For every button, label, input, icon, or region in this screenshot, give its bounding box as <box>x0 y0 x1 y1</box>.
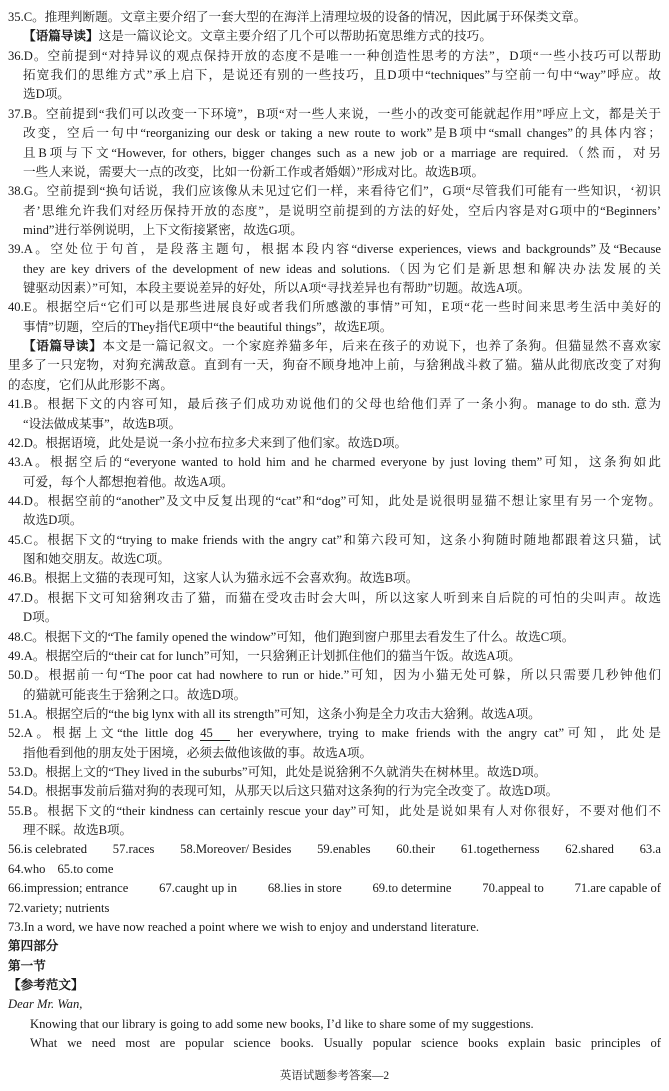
reading-guide-2-line: 里多了一只宠物，对狗充满敌意。直到有一天，狗奋不顾身地冲上前，与猞猁战斗救了猫。猫从此彻底改变了对狗 <box>8 358 661 373</box>
fill-in-answer: 70.appeal to <box>482 881 544 896</box>
answer-37-line: 改变，空后一句中“reorganizing our desk or taking a new route to work”是B项中“small changes”的具体内容； <box>23 126 661 141</box>
fill-in-answer: 69.to determine <box>372 881 452 896</box>
answer-37-line: 一些人来说，需要大一点的改变，比如一份新工作或者婚姻）”形成对比。故选B项。 <box>23 164 485 179</box>
answer-47-line: D项。 <box>23 610 58 625</box>
fill-in-answer: 58.Moreover/ Besides <box>180 842 292 857</box>
answer-40-line: 事情”切题，空后的They指代E项中“the beautiful things”，故选E项。 <box>23 319 393 334</box>
letter-paragraph: What we need most are popular science books. Usually popular science books explain basic principles of <box>30 1036 661 1051</box>
fill-in-answer: 66.impression; entrance <box>8 881 129 896</box>
answer-55-line: 55.B。根据下文的“their kindness can certainly rescue your day”可知，此处是说如果有人对你很好，不要对他们不 <box>8 803 661 818</box>
section-title: 第一节 <box>8 958 46 973</box>
reading-guide-label: 【语篇导读】 <box>23 339 103 354</box>
fill-in-answers-row <box>8 879 661 898</box>
answer-39-line: 键驱动因素）”可知，本段主要说差异的好处，所以A项“寻找差异也有帮助”切题。故选A项。 <box>23 281 531 296</box>
fill-in-answer: 67.caught up in <box>159 881 238 896</box>
answer-45-line: 图和她交朋友。故选C项。 <box>23 552 170 567</box>
fill-in-answer: 56.is celebrated <box>8 842 88 857</box>
fill-in-answer: 72.variety; nutrients <box>8 900 110 915</box>
answer-41-line: “设法做成某事”，故选B项。 <box>23 416 182 431</box>
answer-52-line: 指他看到他的朋友处于困境，必须去做他该做的事。故选A项。 <box>23 745 373 760</box>
answer-50-line: 的猫就可能丧生于猞猁之口。故选D项。 <box>23 687 247 702</box>
fill-in-answer: 61.togetherness <box>460 842 540 857</box>
fill-in-answer: 62.shared <box>565 842 614 857</box>
answer-49: 49.A。根据空后的“their cat for lunch”可知，一只猞猁正计划抓住他们的猫当午饭。故选A项。 <box>8 648 521 663</box>
answer-40-line: 40.E。根据空后“它们可以是那些进展良好或者我们所感激的事情”可知，E项“花一些时间来思考生活中美好的 <box>8 300 661 315</box>
answer-55-line: 理不睬。故选B项。 <box>23 823 133 838</box>
answer-42: 42.D。根据语境，此处是说一条小拉布拉多犬来到了他们家。故选D项。 <box>8 435 408 450</box>
answer-44-line: 故选D项。 <box>23 513 83 528</box>
fill-in-answers-row <box>8 860 661 879</box>
fill-in-answer: 60.their <box>396 842 436 857</box>
fill-in-answers-row <box>8 899 661 918</box>
reading-guide-1 <box>8 27 661 46</box>
answer-38-line: 者’思维允许我们对经历保持开放的态度”，是说明空前提到的方法的好处，空后内容是对G项中的“Beginners’ <box>23 203 661 218</box>
answer-37-line: 且B项与下文“However, for others, bigger changes such as a new job or a marriage are required.（然而，对另 <box>23 145 661 160</box>
answer-52-text: 52.A。根据上文“the little dog <box>8 726 201 741</box>
letter-paragraph: Knowing that our library is going to add some new books, I’d like to share some of my suggestions. <box>30 1016 534 1031</box>
answer-39-line: they are key drivers of the development of new ideas and solutions.（因为它们是新思想和解决办法发展的关 <box>23 261 661 276</box>
answer-45-line: 45.C。根据下文的“trying to make friends with the angry cat”和第六段可知，这条小狗随时随地都跟着这只猫，试 <box>8 532 661 547</box>
answer-47-line: 47.D。根据下文可知猞猁攻击了猫，而猫在受攻击时会大叫，所以这家人听到来自后院的可怕的尖叫声。故选 <box>8 590 661 605</box>
fill-in-answer: 59.enables <box>317 842 371 857</box>
reading-guide-2-line: 的态度，它们从此形影不离。 <box>8 377 174 392</box>
answer-44-line: 44.D。根据空前的“another”及文中反复出现的“cat”和“dog”可知，此处是说很明显猫不想让家里有另一个宠物。 <box>8 493 661 508</box>
fill-in-answer: 71.are capable of <box>574 881 661 896</box>
answer-36-line: 选D项。 <box>23 87 70 102</box>
fill-in-answer: 65.to come <box>57 861 114 876</box>
page-content <box>8 8 661 1053</box>
answer-73: 73.In a word, we have now reached a point where we wish to enjoy and understand literature. <box>8 919 480 934</box>
blank-number: 45 <box>200 727 230 741</box>
answer-39-line: 39.A。空处位于句首，是段落主题句，根据本段内容“diverse experiences, views and backgrounds”及“Because <box>8 242 661 257</box>
answer-38-line: mind”进行举例说明，上下文衔接紧密，故选G项。 <box>23 222 303 237</box>
answer-52-text: her everywhere, trying to make friends with the angry cat”可知，此处是 <box>230 726 662 741</box>
answer-53: 53.D。根据上文的“They lived in the suburbs”可知，此处是说猞猁不久就消失在树林里。故选D项。 <box>8 765 547 780</box>
fill-in-answer: 63.a <box>639 842 661 857</box>
sample-essay-label: 【参考范文】 <box>8 977 84 992</box>
answer-54: 54.D。根据事发前后猫对狗的表现可知，从那天以后这只猫对这条狗的行为完全改变了。故选D项。 <box>8 784 559 799</box>
answer-46: 46.B。根据上文猫的表现可知，这家人认为猫永远不会喜欢狗。故选B项。 <box>8 571 419 586</box>
answer-43-line: 可爱，每个人都想抱着他。故选A项。 <box>23 474 234 489</box>
answer-43-line: 43.A。根据空后的“everyone wanted to hold him and he charmed everyone by just loving them”可知，这条狗如此 <box>8 455 661 470</box>
fill-in-answers-row <box>8 840 661 859</box>
reading-guide-text: 这是一篇议论文。文章主要介绍了几个可以帮助拓宽思维方式的技巧。 <box>98 29 493 44</box>
answer-50-line: 50.D。根据前一句“The poor cat had nowhere to run or hide.”可知，因为小猫无处可躲，所以只需要几秒钟他们 <box>8 668 661 683</box>
answer-36-line: 36.D。空前提到“对持异议的观点保持开放的态度不是唯一一种创造性思考的方法”，D项“一些小技巧可以帮助 <box>8 48 661 63</box>
reading-guide-label: 【语篇导读】 <box>23 29 99 44</box>
answer-37-line: 37.B。空前提到“我们可以改变一下环境”，B项“对一些人来说，一些小的改变可能就起作用”呼应上文，都是关于 <box>8 106 661 121</box>
page-footer: 英语试题参考答案—2 <box>279 1070 390 1082</box>
reading-guide-2 <box>8 337 661 356</box>
answer-36-line: 拓宽我们的思维方式”承上启下，是说还有别的一些技巧，且D项中“techniques”与空前一句中“way”呼应。故 <box>23 68 661 83</box>
answer-41-line: 41.B。根据下文的内容可知，最后孩子们成功劝说他们的父母也给他们弄了一条小狗。manage to do sth. 意为 <box>8 397 661 412</box>
reading-guide-text: 本文是一篇记叙文。一个家庭养猫多年，后来在孩子的劝说下，也养了条狗。但猫显然不喜欢家 <box>102 339 662 354</box>
answer-52-line <box>8 724 661 743</box>
answer-48: 48.C。根据下文的“The family opened the window”可知，他们跑到窗户那里去看发生了什么。故选C项。 <box>8 629 575 644</box>
part-title: 第四部分 <box>8 939 59 954</box>
fill-in-answer: 64.who <box>8 861 46 876</box>
fill-in-answer: 57.races <box>112 842 155 857</box>
answer-51: 51.A。根据空后的“the big lynx with all its strength”可知，这条小狗是全力攻击大猞猁。故选A项。 <box>8 706 541 721</box>
answer-35: 35.C。推理判断题。文章主要介绍了一套大型的在海洋上清理垃圾的设备的情况，因此属于环保类文章。 <box>8 10 587 24</box>
answer-38-line: 38.G。空前提到“换句话说，我们应该像从未见过它们一样，来看待它们”，G项“尽管我们可能有一些知识，‘初识 <box>8 184 661 199</box>
fill-in-answer: 68.lies in store <box>267 881 342 896</box>
letter-salutation: Dear Mr. Wan, <box>8 997 83 1012</box>
